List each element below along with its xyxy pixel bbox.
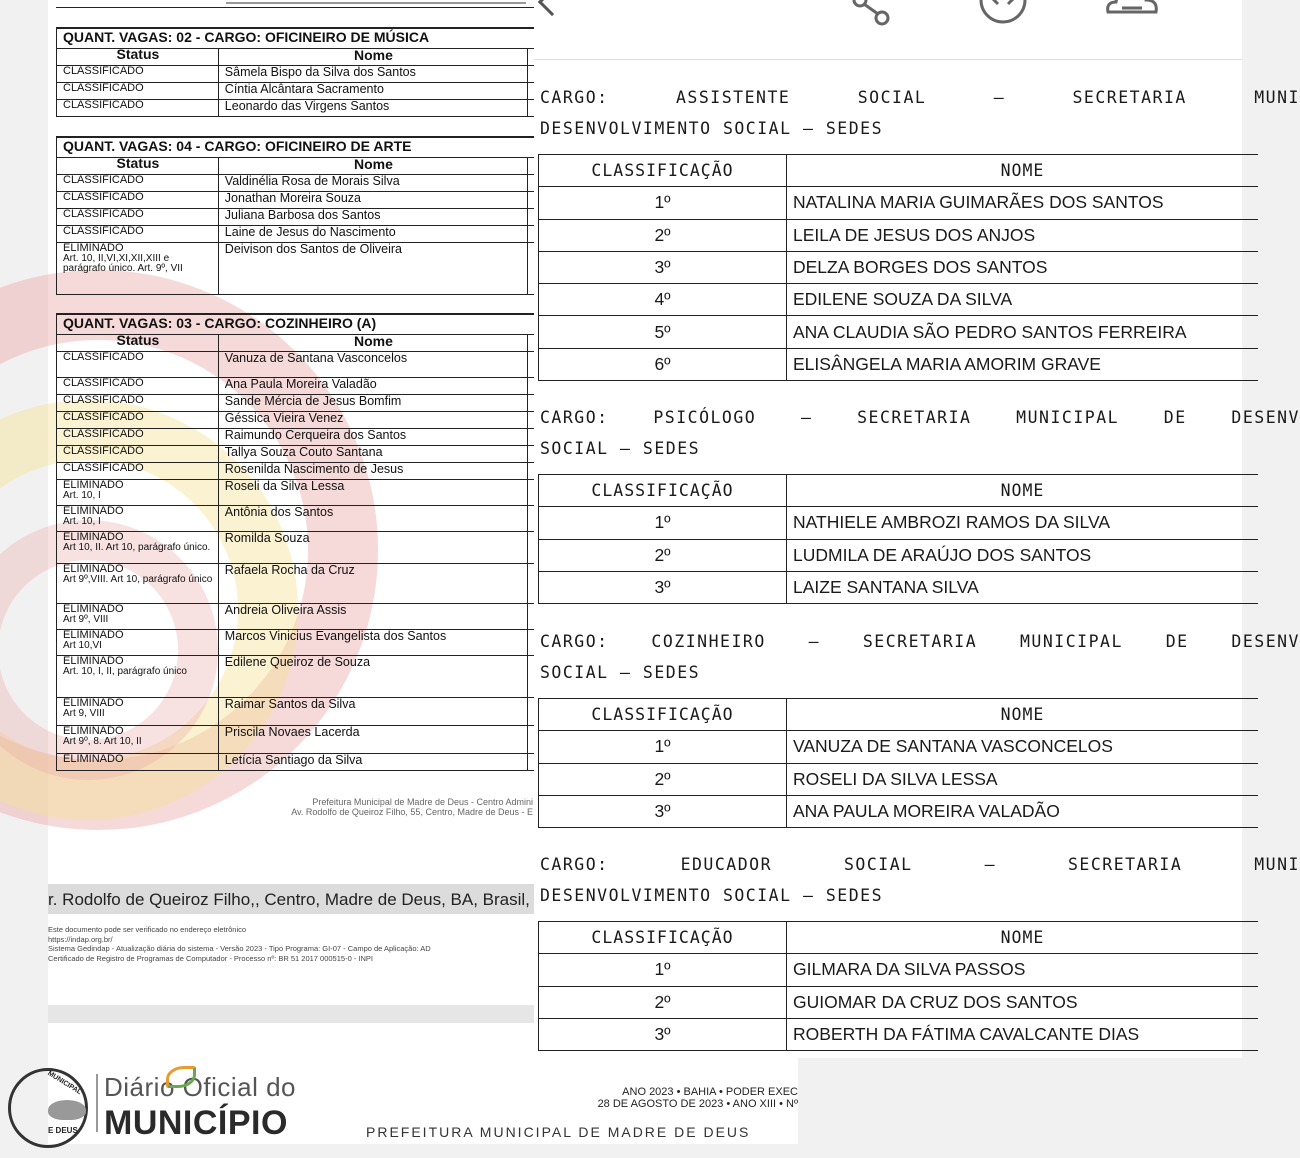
rank-cell: 3º <box>539 251 787 283</box>
status-label: ELIMINADO <box>63 562 124 575</box>
edition-line: 28 DE AGOSTO DE 2023 • ANO XIII • Nº <box>597 1098 798 1110</box>
header-nome: Nome <box>218 48 527 65</box>
header-classificacao: CLASSIFICAÇÃO <box>539 475 787 507</box>
status-note: Art 9º, 8. Art 10, II <box>63 735 142 747</box>
cargo-word: MUNICIPAL <box>1019 632 1123 651</box>
table-row <box>539 763 1259 795</box>
table-row <box>57 82 596 99</box>
name-cell: LUDMILA DE ARAÚJO DOS SANTOS <box>787 539 1259 571</box>
rank-cell: 2º <box>539 763 787 795</box>
status-cell <box>57 697 219 725</box>
name-cell: Andreia Oliveira Assis <box>218 603 527 629</box>
status-cell <box>57 225 219 242</box>
cargo-word: DESENV <box>1231 632 1300 651</box>
table-header-row <box>539 155 1259 187</box>
cargo-heading-line: SOCIAL – SEDES <box>540 663 701 682</box>
table-row <box>57 351 596 377</box>
rank-cell: 2º <box>539 219 787 251</box>
cargo-word: PSICÓLOGO <box>653 408 757 427</box>
status-label: CLASSIFICADO <box>63 376 144 389</box>
table-row <box>57 65 596 82</box>
edition-line: ANO 2023 • BAHIA • PODER EXEC <box>622 1086 798 1098</box>
status-label: CLASSIFICADO <box>63 350 144 363</box>
rank-cell: 3º <box>539 571 787 603</box>
table-row <box>57 428 596 445</box>
verification-line: Sistema Gedindap - Atualização diária do sistema - Versão 2023 - Tipo Programa: GI-07 - Campo de Aplicação: AD <box>48 944 431 953</box>
name-cell: VANUZA DE SANTANA VASCONCELOS <box>787 731 1259 763</box>
table-row <box>57 479 596 505</box>
status-label: CLASSIFICADO <box>63 64 144 77</box>
name-cell: LEILA DE JESUS DOS ANJOS <box>787 219 1259 251</box>
logo-divider <box>96 1074 98 1132</box>
table-header-row <box>57 157 596 174</box>
back-icon[interactable] <box>538 0 566 16</box>
rank-cell: 5º <box>539 316 787 348</box>
status-label: ELIMINADO <box>63 724 124 737</box>
status-note: Art 10, II. Art 10, parágrafo único. <box>63 541 211 553</box>
name-cell: Ana Paula Moreira Valadão <box>218 377 527 394</box>
seal-emblem <box>48 1100 86 1120</box>
ranking-table <box>538 698 1258 828</box>
cargo-word: ASSISTENTE <box>675 88 791 107</box>
cargo-word: CARGO: <box>540 88 609 107</box>
name-cell: Romilda Souza <box>218 531 527 563</box>
cargo-word: DE <box>1165 632 1189 651</box>
table-row <box>57 563 596 603</box>
status-label: ELIMINADO <box>63 530 124 543</box>
rank-cell: 4º <box>539 284 787 316</box>
header-nome: Nome <box>218 157 527 174</box>
table-row <box>539 1018 1259 1050</box>
municipal-seal <box>48 1064 92 1140</box>
page-separator <box>48 1005 534 1023</box>
rank-cell: 1º <box>539 954 787 986</box>
name-cell: Letícia Santiago da Silva <box>218 753 527 770</box>
cargo-heading-line: DESENVOLVIMENTO SOCIAL – SEDES <box>540 886 884 905</box>
rank-cell: 2º <box>539 539 787 571</box>
header-classificacao: CLASSIFICAÇÃO <box>539 699 787 731</box>
name-cell: Edilene Queiroz de Souza <box>218 655 527 697</box>
cut-off-table-row <box>56 0 596 8</box>
status-label: ELIMINADO <box>63 752 124 765</box>
cargo-heading-line: DESENVOLVIMENTO SOCIAL – SEDES <box>540 119 884 138</box>
status-cell <box>57 655 219 697</box>
table-row <box>57 753 596 770</box>
status-cell <box>57 411 219 428</box>
header-status: Status <box>57 334 219 351</box>
table-row <box>57 208 596 225</box>
status-label: ELIMINADO <box>63 654 124 667</box>
table-row <box>57 655 596 697</box>
status-cell <box>57 725 219 753</box>
status-cell <box>57 603 219 629</box>
cargo-word: SECRETARIA <box>862 632 978 651</box>
name-cell: Roseli da Silva Lessa <box>218 479 527 505</box>
table-header-row <box>539 922 1259 954</box>
name-cell: GUIOMAR DA CRUZ DOS SANTOS <box>787 986 1259 1018</box>
name-cell: Sâmela Bispo da Silva dos Santos <box>218 65 527 82</box>
status-label: ELIMINADO <box>63 696 124 709</box>
status-label: CLASSIFICADO <box>63 461 144 474</box>
candidate-table <box>56 136 596 295</box>
status-note: Art. 10, II,VI,XI,XII,XIII e parágrafo único. Art. 9º, VII <box>63 252 183 274</box>
table-row <box>57 603 596 629</box>
masthead <box>48 1058 798 1144</box>
header-status: Status <box>57 157 219 174</box>
cargo-word: MUNI <box>1254 855 1300 874</box>
verification-line: Este documento pode ser verificado no endereço eletrônico <box>48 925 247 934</box>
cargo-word: CARGO: <box>540 632 609 651</box>
name-cell: Rafaela Rocha da Cruz <box>218 563 527 603</box>
table-header-row <box>539 475 1259 507</box>
table-row <box>539 219 1259 251</box>
seal-text: E DEUS <box>48 1126 78 1135</box>
ranking-table <box>538 154 1258 381</box>
table-row <box>539 986 1259 1018</box>
table-row <box>57 462 596 479</box>
cargo-word: MUNI <box>1254 88 1300 107</box>
table-row <box>57 725 596 753</box>
table-row <box>57 242 596 294</box>
name-cell: Rosenilda Nascimento de Jesus <box>218 462 527 479</box>
name-cell: Raimar Santos da Silva <box>218 697 527 725</box>
name-cell: Sande Mércia de Jesus Bomfim <box>218 394 527 411</box>
name-cell: Laine de Jesus do Nascimento <box>218 225 527 242</box>
table-header-row <box>57 334 596 351</box>
logo-title: Diário Oficial do <box>104 1072 297 1102</box>
name-cell: Raimundo Cerqueira dos Santos <box>218 428 527 445</box>
cargo-heading <box>540 82 1300 144</box>
status-note: Art 9º,VIII. Art 10, parágrafo único <box>63 573 213 585</box>
status-cell <box>57 191 219 208</box>
status-label: ELIMINADO <box>63 241 124 254</box>
name-cell: Leonardo das Virgens Santos <box>218 99 527 116</box>
table-row <box>539 539 1259 571</box>
footer-line: Av. Rodolfo de Queiroz Filho, 55, Centro, Madre de Deus - E <box>291 807 533 817</box>
candidate-table <box>56 313 596 771</box>
name-cell: Vanuza de Santana Vasconcelos <box>218 351 527 377</box>
status-label: ELIMINADO <box>63 478 124 491</box>
right-document-page <box>534 0 1300 1058</box>
status-cell <box>57 242 219 294</box>
status-label: CLASSIFICADO <box>63 410 144 423</box>
name-cell: Antônia dos Santos <box>218 505 527 531</box>
name-cell: Deivison dos Santos de Oliveira <box>218 242 527 294</box>
prefeitura-banner: PREFEITURA MUNICIPAL DE MADRE DE DEUS <box>366 1124 751 1140</box>
table-row <box>57 174 596 191</box>
status-cell <box>57 377 219 394</box>
cargo-word: SECRETARIA <box>857 408 972 427</box>
cargo-heading-line <box>540 849 1300 880</box>
status-label: CLASSIFICADO <box>63 427 144 440</box>
status-label: CLASSIFICADO <box>63 173 144 186</box>
table-row <box>57 445 596 462</box>
table-title: QUANT. VAGAS: 02 - CARGO: OFICINEIRO DE MÚSICA <box>57 28 596 48</box>
cargo-word: – <box>993 88 1006 107</box>
status-cell <box>57 99 219 116</box>
footer-line: Prefeitura Municipal de Madre de Deus - Centro Admini <box>312 797 533 807</box>
table-row <box>539 731 1259 763</box>
table-row <box>539 571 1259 603</box>
status-cell <box>57 208 219 225</box>
left-document-page <box>48 0 534 1058</box>
status-cell <box>57 563 219 603</box>
table-title-row <box>57 314 596 334</box>
table-row <box>57 505 596 531</box>
table-row <box>539 348 1259 380</box>
status-label: CLASSIFICADO <box>63 98 144 111</box>
cargo-word: DESENV <box>1231 408 1300 427</box>
share-icon[interactable] <box>852 0 892 26</box>
verification-link[interactable]: https://indap.org.br/ <box>48 934 113 944</box>
rank-cell: 3º <box>539 1018 787 1050</box>
cargo-word: EDUCADOR <box>680 855 773 874</box>
header-classificacao: CLASSIFICAÇÃO <box>539 922 787 954</box>
table-row <box>57 377 596 394</box>
cargo-heading-line <box>540 82 1300 113</box>
address-strip-text: r. Rodolfo de Queiroz Filho,, Centro, Madre de Deus, BA, Brasil, <box>48 890 530 909</box>
status-cell <box>57 394 219 411</box>
status-cell <box>57 479 219 505</box>
rank-cell: 1º <box>539 731 787 763</box>
edition-info <box>528 1086 798 1110</box>
table-row <box>539 187 1259 219</box>
table-row <box>539 954 1259 986</box>
code-icon[interactable] <box>978 0 1028 28</box>
status-label: ELIMINADO <box>63 628 124 641</box>
ranking-table <box>538 474 1258 604</box>
name-cell: Tallya Souza Couto Santana <box>218 445 527 462</box>
cargo-heading-line <box>540 402 1300 433</box>
table-header-row <box>57 48 596 65</box>
cargo-word: – <box>984 855 996 874</box>
status-cell <box>57 462 219 479</box>
cargo-word: CARGO: <box>540 408 609 427</box>
candidate-table <box>56 27 596 117</box>
header-nome: NOME <box>787 699 1259 731</box>
name-cell: Juliana Barbosa dos Santos <box>218 208 527 225</box>
rank-cell: 1º <box>539 507 787 539</box>
rank-cell: 3º <box>539 795 787 827</box>
name-cell: NATHIELE AMBROZI RAMOS DA SILVA <box>787 507 1259 539</box>
table-row <box>539 507 1259 539</box>
header-nome: NOME <box>787 922 1259 954</box>
status-note: Art 9, VIII <box>63 707 105 719</box>
table-title-row <box>57 28 596 48</box>
status-label: CLASSIFICADO <box>63 224 144 237</box>
cargo-heading-line <box>540 626 1300 657</box>
cargo-heading <box>540 402 1300 464</box>
status-cell <box>57 428 219 445</box>
name-cell: ELISÂNGELA MARIA AMORIM GRAVE <box>787 348 1259 380</box>
table-title: QUANT. VAGAS: 04 - CARGO: OFICINEIRO DE ARTE <box>57 137 596 157</box>
status-cell <box>57 65 219 82</box>
viewer-toolbar <box>534 0 1242 60</box>
cargo-word: SECRETARIA <box>1067 855 1183 874</box>
status-label: ELIMINADO <box>63 602 124 615</box>
cargo-word: SECRETARIA <box>1072 88 1187 107</box>
table-row <box>539 316 1259 348</box>
verification-notice <box>48 925 431 963</box>
table-row <box>539 251 1259 283</box>
cloud-icon[interactable] <box>1102 0 1162 26</box>
status-cell <box>57 753 219 770</box>
status-label: CLASSIFICADO <box>63 444 144 457</box>
status-note: Art. 10, I <box>63 489 101 501</box>
name-cell: DELZA BORGES DOS SANTOS <box>787 251 1259 283</box>
name-cell: Géssica Vieira Venez <box>218 411 527 428</box>
name-cell: ANA PAULA MOREIRA VALADÃO <box>787 795 1259 827</box>
name-cell: ANA CLAUDIA SÃO PEDRO SANTOS FERREIRA <box>787 316 1259 348</box>
status-label: CLASSIFICADO <box>63 393 144 406</box>
verification-line: Certificado de Registro de Programas de Computador - Processo nº: BR 51 2017 000515-0 - INPI <box>48 953 373 963</box>
seal-text: MUNICIPAL <box>46 1070 83 1097</box>
cargo-heading <box>540 849 1300 911</box>
name-cell: LAIZE SANTANA SILVA <box>787 571 1259 603</box>
cargo-word: MUNICIPAL <box>1016 408 1120 427</box>
cargo-word: DE <box>1163 408 1187 427</box>
header-nome: Nome <box>218 334 527 351</box>
name-cell: ROBERTH DA FÁTIMA CAVALCANTE DIAS <box>787 1018 1259 1050</box>
table-row <box>539 795 1259 827</box>
cargo-word: SOCIAL <box>844 855 913 874</box>
rank-cell: 1º <box>539 187 787 219</box>
status-cell <box>57 351 219 377</box>
name-cell: Valdinélia Rosa de Morais Silva <box>218 174 527 191</box>
table-row <box>539 284 1259 316</box>
header-nome: NOME <box>787 475 1259 507</box>
table-row <box>57 225 596 242</box>
page-footer-address <box>258 797 533 817</box>
cargo-heading <box>540 626 1300 688</box>
name-cell: NATALINA MARIA GUIMARÃES DOS SANTOS <box>787 187 1259 219</box>
status-cell <box>57 505 219 531</box>
name-cell: GILMARA DA SILVA PASSOS <box>787 954 1259 986</box>
status-label: CLASSIFICADO <box>63 207 144 220</box>
status-note: Art 9º, VIII <box>63 613 109 625</box>
header-nome: NOME <box>787 155 1259 187</box>
status-note: Art. 10, I <box>63 515 101 527</box>
name-cell: EDILENE SOUZA DA SILVA <box>787 284 1259 316</box>
status-label: ELIMINADO <box>63 504 124 517</box>
status-note: Art 10,VI <box>63 639 102 651</box>
table-row <box>57 99 596 116</box>
name-cell: Priscila Novaes Lacerda <box>218 725 527 753</box>
status-cell <box>57 445 219 462</box>
status-cell <box>57 629 219 655</box>
status-label: CLASSIFICADO <box>63 81 144 94</box>
cargo-heading-line: SOCIAL – SEDES <box>540 439 701 458</box>
table-row <box>57 191 596 208</box>
rank-cell: 6º <box>539 348 787 380</box>
cargo-word: – <box>800 408 813 427</box>
table-header-row <box>539 699 1259 731</box>
table-row <box>57 531 596 563</box>
table-row <box>57 411 596 428</box>
name-cell: Jonathan Moreira Souza <box>218 191 527 208</box>
name-cell: Cíntia Alcântara Sacramento <box>218 82 527 99</box>
name-cell: Marcos Vinicius Evangelista dos Santos <box>218 629 527 655</box>
status-cell <box>57 531 219 563</box>
table-title-row <box>57 137 596 157</box>
header-classificacao: CLASSIFICAÇÃO <box>539 155 787 187</box>
status-cell <box>57 174 219 191</box>
header-status: Status <box>57 48 219 65</box>
table-title: QUANT. VAGAS: 03 - CARGO: COZINHEIRO (A) <box>57 314 596 334</box>
cargo-word: COZINHEIRO <box>651 632 766 651</box>
status-label: CLASSIFICADO <box>63 190 144 203</box>
rank-cell: 2º <box>539 986 787 1018</box>
cargo-word: – <box>808 632 821 651</box>
status-cell <box>57 82 219 99</box>
logo-subtitle: MUNICÍPIO <box>104 1104 288 1142</box>
name-cell: ROSELI DA SILVA LESSA <box>787 763 1259 795</box>
cargo-word: SOCIAL <box>857 88 927 107</box>
table-row <box>57 394 596 411</box>
ranking-table <box>538 921 1258 1051</box>
status-note: Art. 10, I, II, parágrafo único <box>63 665 187 677</box>
cargo-word: CARGO: <box>540 855 609 874</box>
table-row <box>57 697 596 725</box>
table-row <box>57 629 596 655</box>
